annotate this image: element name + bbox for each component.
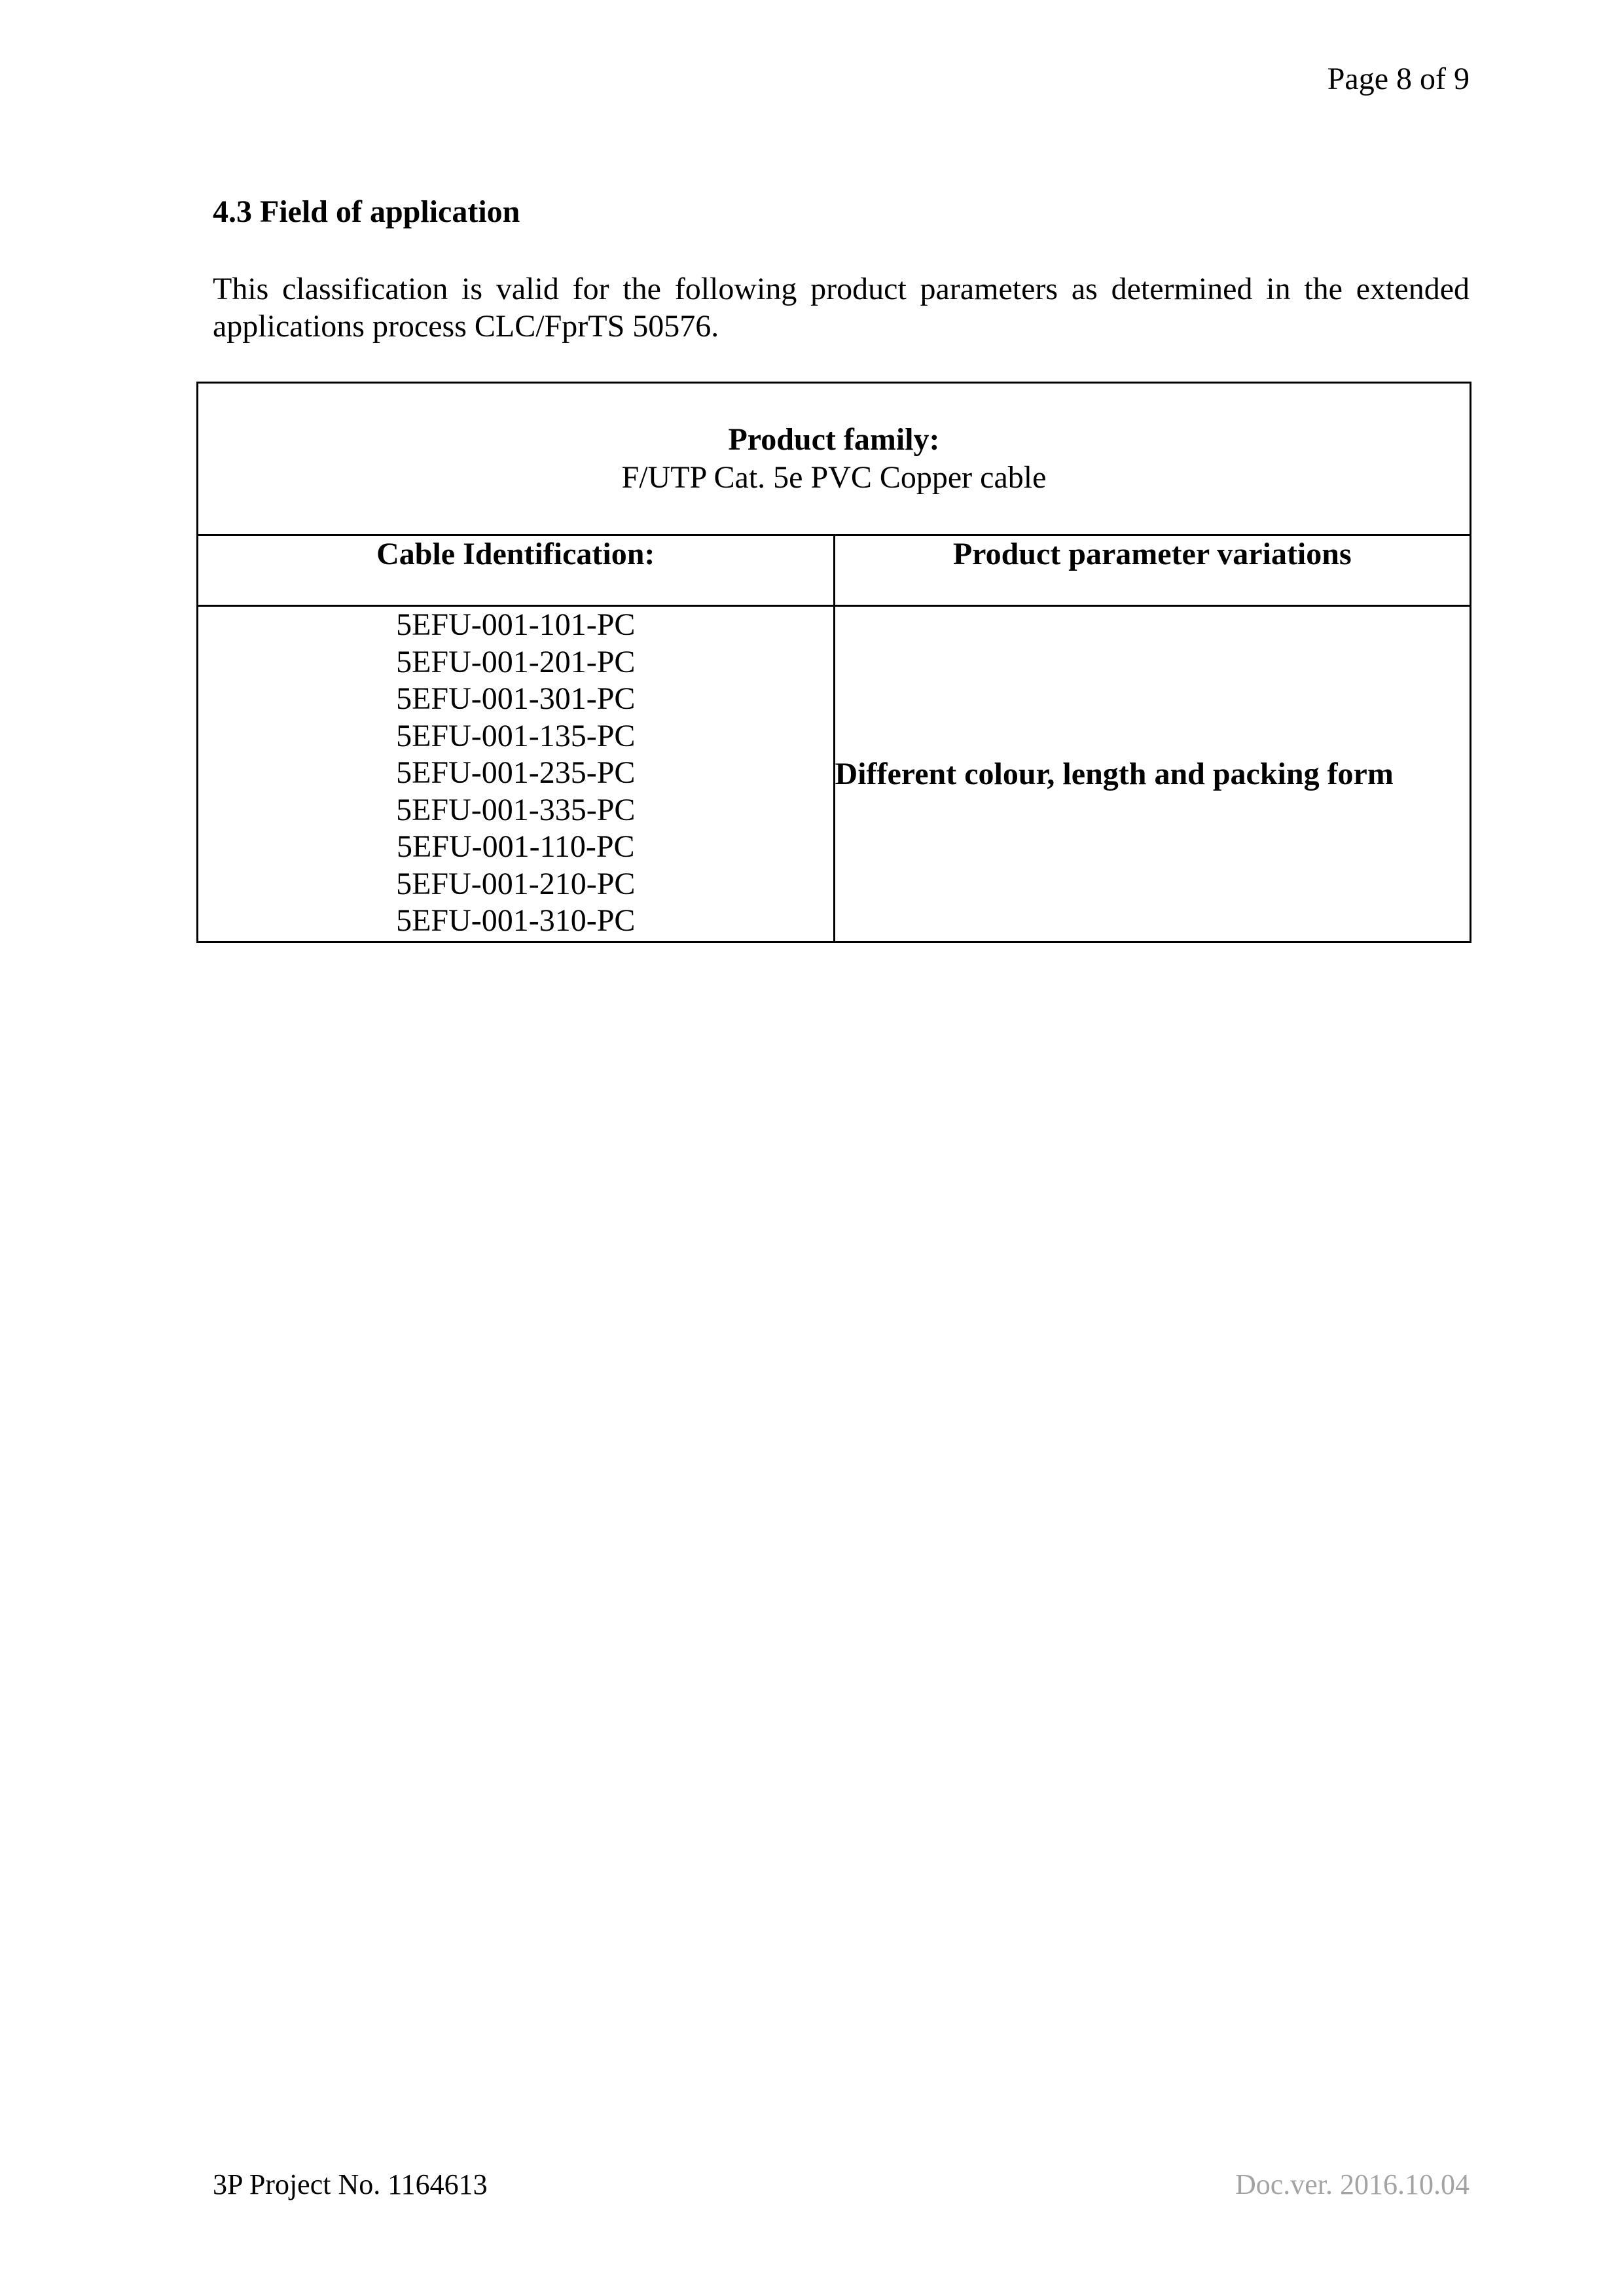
product-family-table (196, 382, 1471, 943)
table-header-row (198, 535, 1471, 606)
cable-id: 5EFU-001-301-PC (396, 681, 636, 716)
intro-paragraph: This classification is valid for the following product parameters as determined in the extended applications process CLC/FprTS 50576. (213, 272, 1470, 344)
footer-project-number: 3P Project No. 1164613 (213, 2168, 488, 2200)
cable-identification-header: Cable Identification: (198, 535, 835, 606)
cable-id: 5EFU-001-310-PC (396, 903, 636, 938)
cable-id: 5EFU-001-335-PC (396, 792, 636, 827)
cable-id: 5EFU-001-101-PC (396, 607, 636, 642)
product-family-row (198, 383, 1471, 535)
variations-cell (834, 606, 1471, 942)
cable-id: 5EFU-001-135-PC (396, 718, 636, 753)
product-parameter-variations-header: Product parameter variations (834, 535, 1471, 606)
cable-id-list (198, 606, 835, 942)
cable-id: 5EFU-001-201-PC (396, 644, 636, 679)
cable-id: 5EFU-001-210-PC (396, 866, 636, 901)
cable-id: 5EFU-001-110-PC (396, 829, 635, 864)
cable-id: 5EFU-001-235-PC (396, 755, 636, 790)
variations-text: Different colour, length and packing form (835, 757, 1394, 791)
table-body-row (198, 606, 1471, 942)
page-number: Page 8 of 9 (1327, 62, 1470, 96)
product-family-cell (198, 383, 1471, 535)
footer-doc-version: Doc.ver. 2016.10.04 (1235, 2168, 1470, 2200)
product-family-value: F/UTP Cat. 5e PVC Copper cable (621, 460, 1047, 495)
section-heading: 4.3 Field of application (213, 194, 520, 229)
product-family-label: Product family: (728, 422, 940, 457)
